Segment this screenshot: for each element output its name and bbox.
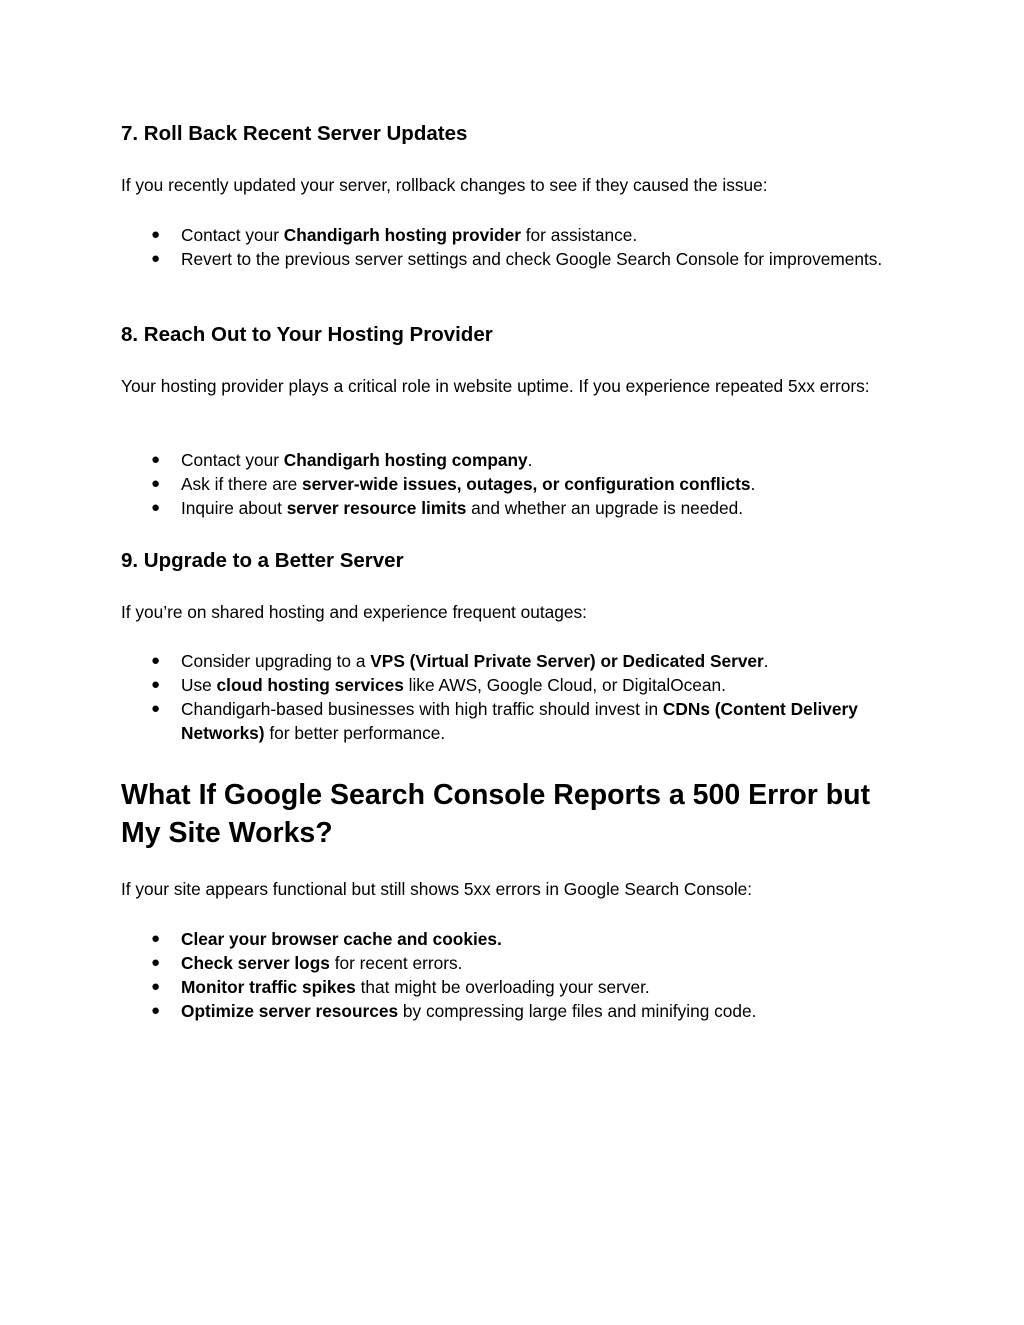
bullet-icon: ● (151, 676, 161, 693)
bullet-icon: ● (151, 499, 161, 516)
section-8-intro: Your hosting provider plays a critical role in website uptime. If you experience repeated 5xx errors: (121, 376, 870, 396)
list-item: ● Clear your browser cache and cookies. (151, 929, 502, 949)
bullet-icon: ● (151, 700, 161, 717)
bullet-icon: ● (151, 451, 161, 468)
list-item: ● Inquire about server resource limits and whether an upgrade is needed. (151, 498, 744, 518)
list-item: ● Consider upgrading to a VPS (Virtual Private Server) or Dedicated Server. (151, 651, 769, 671)
section-7-list (121, 223, 906, 271)
bullet-icon: ● (151, 250, 161, 267)
faq-intro: If your site appears functional but still shows 5xx errors in Google Search Console: (121, 879, 753, 899)
faq-list (121, 927, 906, 1023)
list-item: ● Check server logs for recent errors. (151, 953, 463, 973)
bullet-icon: ● (151, 652, 161, 669)
bullet-icon: ● (151, 978, 161, 995)
section-heading-9: 9. Upgrade to a Better Server (121, 549, 404, 572)
section-heading-8: 8. Reach Out to Your Hosting Provider (121, 323, 493, 346)
bullet-icon: ● (151, 930, 161, 947)
bullet-icon: ● (151, 954, 161, 971)
list-item: ● Optimize server resources by compressing large files and minifying code. (151, 1001, 757, 1021)
bullet-icon: ● (151, 475, 161, 492)
section-7-intro: If you recently updated your server, rollback changes to see if they caused the issue: (121, 175, 768, 195)
list-item: ● Ask if there are server-wide issues, outages, or configuration conflicts. (151, 474, 756, 494)
section-heading-7: 7. Roll Back Recent Server Updates (121, 122, 468, 145)
list-item: ● Use cloud hosting services like AWS, Google Cloud, or DigitalOcean. (151, 675, 726, 695)
list-item: ● Revert to the previous server settings and check Google Search Console for improvements. (151, 249, 883, 269)
bullet-icon: ● (151, 1002, 161, 1019)
list-item: ● Chandigarh-based businesses with high traffic should invest in CDNs (Content Delivery Networks) for better performance. (151, 699, 858, 743)
bullet-icon: ● (151, 226, 161, 243)
list-item: ● Contact your Chandigarh hosting company. (151, 450, 533, 470)
section-9-intro: If you’re on shared hosting and experience frequent outages: (121, 602, 587, 622)
list-item: ● Monitor traffic spikes that might be overloading your server. (151, 977, 650, 997)
section-8-list (121, 448, 906, 520)
list-item: ● Contact your Chandigarh hosting provider for assistance. (151, 225, 638, 245)
faq-heading: What If Google Search Console Reports a 500 Error but My Site Works? (121, 779, 871, 849)
section-9-list (121, 649, 906, 745)
